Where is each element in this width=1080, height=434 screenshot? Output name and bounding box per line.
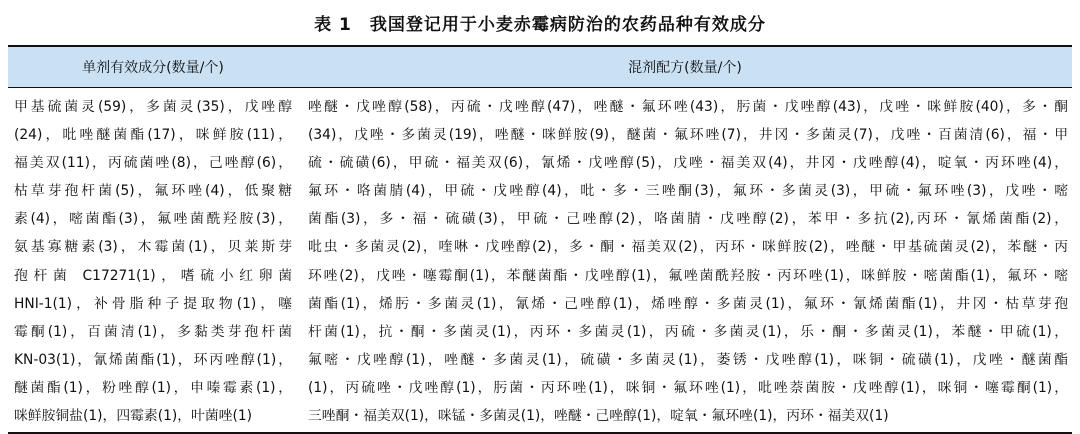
text-line: 福美双(11)，丙硫菌唑(8)，己唑醇(6)， bbox=[14, 155, 292, 172]
data-table bbox=[8, 45, 1072, 434]
table-title: 表 1 我国登记用于小麦赤霉病防治的农药品种有效成分 bbox=[314, 15, 766, 35]
text-line: 醚菌酯(1)，粉唑醇(1)，申嗪霉素(1)， bbox=[14, 379, 292, 396]
table-header bbox=[8, 47, 1072, 88]
text-line: 素(4)，嘧菌酯(3)，氟唑菌酰羟胺(3)， bbox=[14, 211, 292, 228]
text-line: (24)，吡唑醚菌酯(17)，咪鲜胺(11)， bbox=[14, 127, 292, 144]
text-line: 咪鲜胺铜盐(1)，四霉素(1)，叶菌唑(1) bbox=[14, 408, 252, 425]
text-line: 吡虫・多菌灵(2)，喹啉・戊唑醇(2)，多・酮・福美双(2)，丙环・咪鲜胺(2)，唑醚・甲基硫菌灵(2)，苯醚・丙 bbox=[308, 239, 1068, 256]
header-single-ingredient: 单剂有效成分(数量/个) bbox=[82, 60, 224, 76]
text-line: 杆菌(1)，抗・酮・多菌灵(1)，丙环・多菌灵(1)，丙硫・多菌灵(1)，乐・酮・多菌灵(1)，苯醚・甲硫(1)， bbox=[308, 323, 1068, 340]
text-line: 菌酯(1)，烯肟・多菌灵(1)，氰烯・己唑醇(1)，烯唑醇・多菌灵(1)，氟环・氰烯菌酯(1)，井冈・枯草芽孢 bbox=[308, 295, 1068, 312]
table-body bbox=[8, 88, 1072, 432]
text-line: 氟嘧・戊唑醇(1)，唑醚・多菌灵(1)，硫磺・多菌灵(1)，萎锈・戊唑醇(1)，咪铜・硫磺(1)，戊唑・醚菌酯 bbox=[308, 351, 1068, 368]
text-line: KN-03(1)，氰烯菌酯(1)，环丙唑醇(1)， bbox=[14, 351, 292, 368]
text-line: (34)，戊唑・多菌灵(19)，唑醚・咪鲜胺(9)，醚菌・氟环唑(7)，井冈・多菌灵(7)，戊唑・百菌清(6)，福・甲 bbox=[308, 127, 1068, 144]
text-line: 氟环・咯菌腈(4)，甲硫・戊唑醇(4)，吡・多・三唑酮(3)，氟环・多菌灵(3)，甲硫・氟环唑(3)，戊唑・嘧 bbox=[308, 183, 1068, 200]
text-line: HNI-1(1)，补骨脂种子提取物(1)，噻 bbox=[14, 295, 292, 312]
mixture-formula-cell bbox=[298, 93, 1072, 430]
text-line: 枯草芽孢杆菌(5)，氟环唑(4)，低聚糖 bbox=[14, 183, 292, 200]
text-line: 硫・硫磺(6)，甲硫・福美双(6)，氰烯・戊唑醇(5)，戊唑・福美双(4)，井冈・戊唑醇(4)，啶氧・丙环唑(4)， bbox=[308, 155, 1068, 172]
text-line: 甲基硫菌灵(59)，多菌灵(35)，戊唑醇 bbox=[14, 99, 292, 115]
header-mixture-formula: 混剂配方(数量/个) bbox=[628, 60, 742, 76]
text-line: 环唑(2)，戊唑・噻霉酮(1)，苯醚菌酯・戊唑醇(1)，氟唑菌酰羟胺・丙环唑(1)，咪鲜胺・嘧菌酯(1)，氟环・嘧 bbox=[308, 267, 1068, 284]
text-line: 孢杆菌 C17271(1)，嗜硫小红卵菌 bbox=[14, 267, 292, 284]
text-line: 唑醚・戊唑醇(58)，丙硫・戊唑醇(47)，唑醚・氟环唑(43)，肟菌・戊唑醇(43)，戊唑・咪鲜胺(40)，多・酮 bbox=[308, 99, 1068, 115]
text-line: 菌酯(3)，多・福・硫磺(3)，甲硫・己唑醇(2)，咯菌腈・戊唑醇(2)，苯甲・多抗(2),丙环・氰烯菌酯(2)， bbox=[308, 211, 1068, 228]
text-line: 三唑酮・福美双(1)，咪锰・多菌灵(1)，唑醚・己唑醇(1)，啶氧・氟环唑(1)，丙环・福美双(1) bbox=[308, 408, 889, 425]
single-ingredient-cell bbox=[8, 93, 298, 430]
text-line: 氨基寡糖素(3)，木霉菌(1)，贝莱斯芽 bbox=[14, 239, 292, 256]
text-line: (1)，丙硫唑・戊唑醇(1)，肟菌・丙环唑(1)，咪铜・氟环唑(1)，吡唑萘菌胺・戊唑醇(1)，咪铜・噻霉酮(1)， bbox=[308, 379, 1068, 396]
text-line: 霉酮(1)，百菌清(1)，多黏类芽孢杆菌 bbox=[14, 323, 292, 340]
